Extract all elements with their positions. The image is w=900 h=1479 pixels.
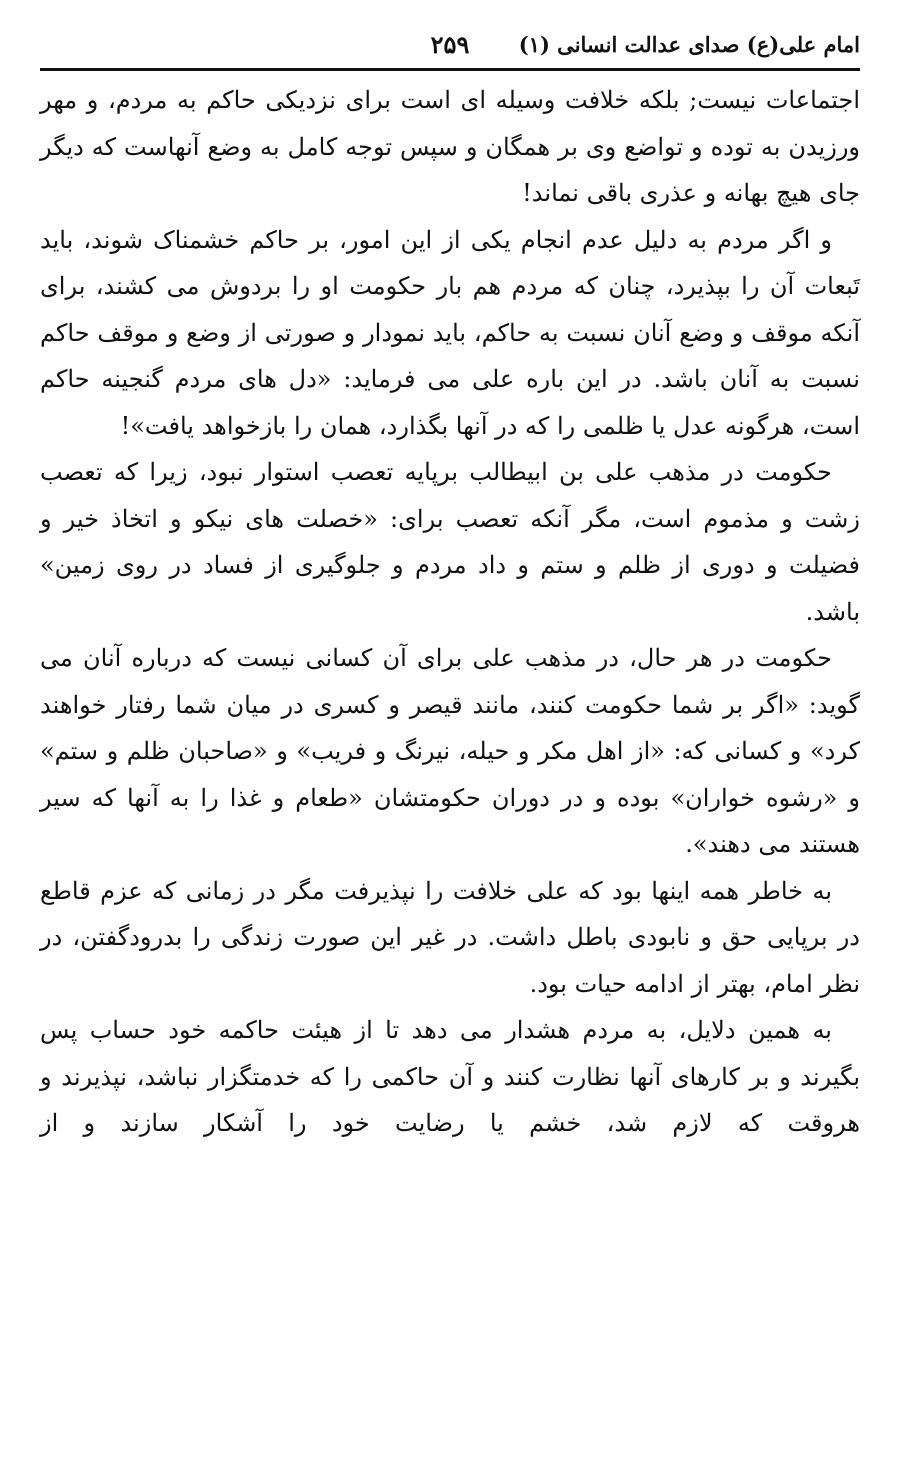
paragraph: و اگر مردم به دلیل عدم انجام یکی از این امور، بر حاکم خشمناک شوند، باید تَبعات آن را بپذیرد، چنان که مردم هم بار حکومت او را بردوش می کشند، برای آنکه موقف و وضع آنان نسبت به حاکم، باید نمودار و صورتی از وضع و موقف حاکم نسبت به آنان باشد. در این باره علی می فرماید: «دل های مردم گنجینه حاکم است، هرگونه عدل یا ظلمی را که در آنها بگذارد، همان را بازخواهد یافت»! (40, 225, 860, 440)
page-number: ۲۵۹ (430, 30, 470, 59)
document-page (40, 28, 860, 1147)
paragraph: اجتماعات نیست; بلکه خلافت وسیله ای است برای نزدیکی حاکم به مردم، و مهر ورزیدن به توده و تواضع وی بر همگان و سپس توجه کامل به وضع آنهاست که دیگر جای هیچ بهانه و عذری باقی نماند! (40, 86, 860, 207)
paragraph: به خاطر همه اینها بود که علی خلافت را نپذیرفت مگر در زمانی که عزم قاطع در برپایی حق و نابودی باطل داشت. در غیر این صورت زندگی را بدرودگفتن، در نظر امام، بهتر از ادامه حیات بود. (40, 876, 860, 998)
paragraph: به همین دلایل، به مردم هشدار می دهد تا از هیئت حاکمه خود حساب پس بگیرند و بر کارهای آنها نظارت کنند و آن حاکمی را که خدمتگزار نباشد، نپذیرند و هروقت که لازم شد، خشم یا رضایت خود را آشکار سازند و از (40, 1016, 860, 1137)
body-text (40, 77, 860, 1147)
page-header (40, 28, 860, 71)
paragraph: حکومت در مذهب علی بن ابیطالب برپایه تعصب استوار نبود، زیرا که تعصب زشت و مذموم است، مگر آنکه تعصب برای: «خصلت های نیکو و اتخاذ خیر و فضیلت و دوری از ظلم و ستم و داد مردم و جلوگیری از فساد در روی زمین» باشد. (40, 458, 860, 626)
paragraph: حکومت در هر حال، در مذهب علی برای آن کسانی نیست که درباره آنان می گوید: «اگر بر شما حکومت کنند، مانند قیصر و کسری در میان شما رفتار خواهند کرد» و کسانی که: «از اهل مکر و حیله، نیرنگ و فریب» و «صاحبان ظلم و ستم» و «رشوه خواران» بوده و در دوران حکومتشان «طعام و غذا را به آنها که سیر هستند می دهند». (40, 644, 860, 858)
running-title: امام علی(ع) صدای عدالت انسانی (۱) (518, 32, 860, 57)
